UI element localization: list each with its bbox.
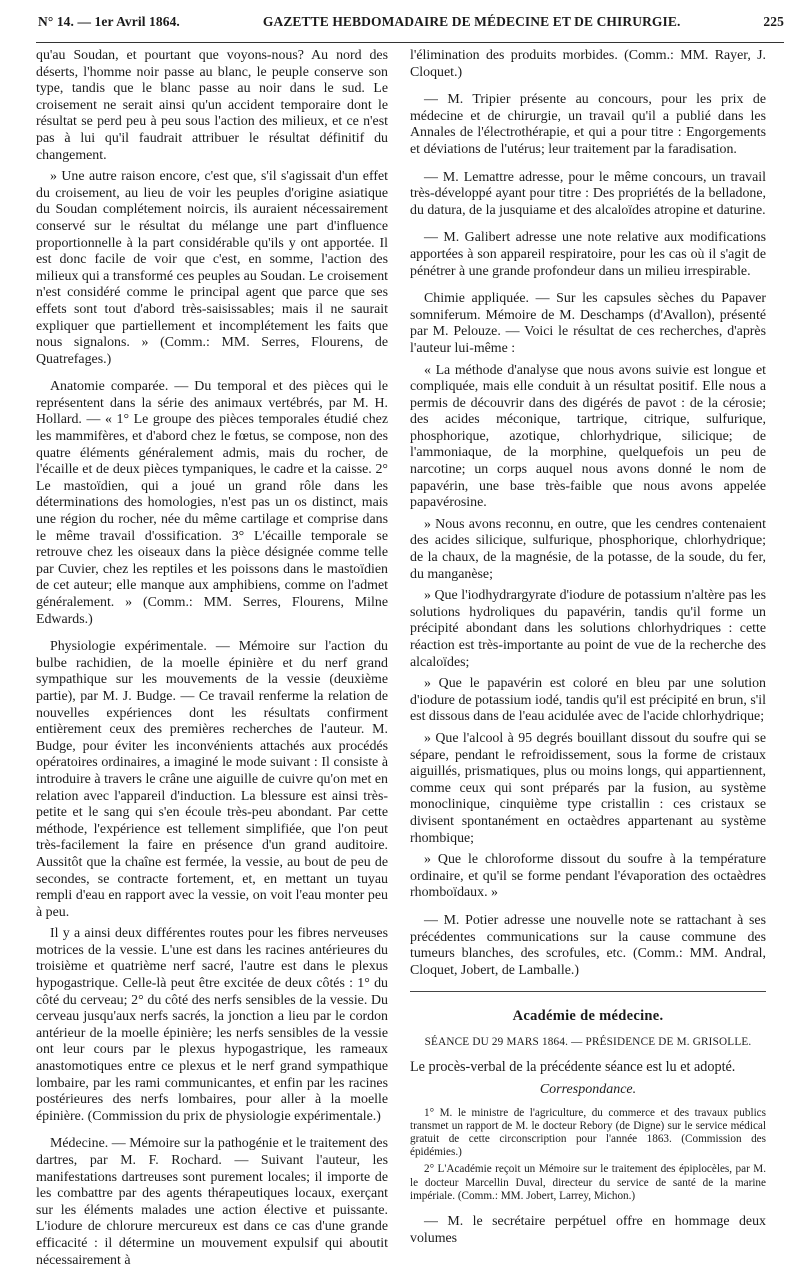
paragraph: — M. Galibert adresse une note relative aux modifications apportées à son appareil respiratoire, pour les cas où il s'agit de pénétrer à une grande profondeur dans un milieu irrespirable. — [410, 230, 766, 279]
paragraph: » Que l'alcool à 95 degrés bouillant dissout du soufre qui se sépare, pendant le refroidissement, sous la forme de cristaux aiguillés, prismatiques, plus ou moins longs, qui appartiennent, comme ceux qui sont préparés par la fusion, au système monoclinique, cinquième type cristallin : ces cristaux se divisent spontanément en octaèdres appartenant au système rhombique; — [410, 730, 766, 846]
page-number: 225 — [763, 14, 784, 29]
paragraph: » Que le papavérin est coloré en bleu par une solution d'iodure de potassium iodé, tandis qu'il est précipité en brun, s'il est dissous dans de l'eau acidulée avec de l'acide chlorhydrique; — [410, 676, 766, 725]
paragraph: — M. le secrétaire perpétuel offre en hommage deux volumes — [410, 1214, 766, 1246]
left-column — [36, 48, 388, 1274]
section-heading: Académie de médecine. — [512, 1008, 664, 1025]
paragraph: — M. Tripier présente au concours, pour les prix de médecine et de chirurgie, un travail qu'il a publié dans les Annales de l'électrothérapie, et qui a pour titre : Engorgements et déviations de l'utérus; leur traitement par la faradisation. — [410, 92, 766, 157]
paragraph: — M. Potier adresse une nouvelle note se rattachant à ses précédentes communications sur la cause commune des tumeurs blanches, des scrofules, etc. (Comm.: MM. Andral, Cloquet, Jobert, de Lamballe.) — [410, 912, 766, 978]
paragraph-chimie: Chimie appliquée. — Sur les capsules sèches du Papaver somniferum. Mémoire de M. Deschamps (d'Avallon), présenté par M. Pelouze. — Voici le résultat de ces recherches, d'après l'auteur lui-même : — [410, 291, 766, 356]
journal-title: GAZETTE HEBDOMADAIRE DE MÉDECINE ET DE CHIRURGIE. — [262, 14, 681, 29]
correspondence-item: 2° L'Académie reçoit un Mémoire sur le traitement des épiplocèles, par M. le docteur Marcellin Duval, directeur du service de santé de la marine impériale. (Comm.: MM. Jobert, Larrey, Michon.) — [410, 1163, 766, 1202]
right-column — [410, 48, 766, 1252]
paragraph: » Que le chloroforme dissout du soufre à la température ordinaire, et qu'il se forme pendant l'évaporation des octaèdres rhomboïdaux. » — [410, 852, 766, 901]
paragraph: qu'au Soudan, et pourtant que voyons-nous? Au nord des déserts, l'homme noir passe au blanc, le peuple conserve son type, tandis que le blanc passe au noir dans le sud. Le croisement ne serait ainsi qu'un accident temporaire dont le résultat se perd peu à peu sous l'action des milieux, et ce n'est pas à lui qu'il faudrait attribuer le résultat définitif du changement. — [36, 48, 388, 163]
paragraph: « La méthode d'analyse que nous avons suivie est longue et compliquée, mais elle conduit à un résultat positif. Elle nous a permis de découvrir dans des digérés de pavot : de la cérosie; des acides méconique, tartrique, citrique, sulfurique, phosphorique, azotique, chlorhydrique, silicique; de l'ammoniaque, de la morphine, quelquefois un peu de narcotine; un corps auquel nous avons donné le nom de papavérin, une base très-faible que nous avons appelée papavérosine. — [410, 362, 766, 511]
paragraph-physiologie: Physiologie expérimentale. — Mémoire sur l'action du bulbe rachidien, de la moelle épinière et du nerf grand sympathique sur les mouvements de la vessie (deuxième partie), par M. J. Budge. — Ce travail renferme la relation de nouvelles expériences dont les résultats confirment entièrement ceux des premières recherches de l'auteur. M. Budge, pour éviter les inconvénients attachés aux procédés opératoires ordinaires, a imaginé le mode suivant : Il consiste à introduire à travers le crâne une aiguille de cuivre qu'on met en relation avec l'appareil d'induction. La blessure est ainsi très-petite et le sang qui s'en écoule très-peu abondant. Par cette méthode, l'expérience est tellement simplifiée, que l'on peut très-facilement la faire en présence d'un grand auditoire. Aussitôt que la chaîne est fermée, la vessie, au bout de peu de secondes, se contracte fortement, et, en mettant un tuyau rempli d'eau en rapport avec la vessie, on voit l'eau monter peu à peu. — [36, 639, 388, 920]
paragraph: » Une autre raison encore, c'est que, s'il s'agissait d'un effet du croisement, au lieu de voir les peuples d'origine asiatique du Soudan complétement noircis, ils auraient nécessairement conservé sur le résultat du mélange une part d'influence proportionnelle à la part considérable qu'ils y ont apportée. Il est donc facile de voir que c'est, en somme, l'action des milieux qui a transformé ces peuples au Soudan. Le croisement n'est considéré comme le principal agent que parce que ses effets sont tout d'abord très-saisissables; mais il ne saurait expliquer que partiellement et incomplétement les faits que nous signalons. » (Comm.: MM. Serres, Flourens, de Quatrefages.) — [36, 169, 388, 367]
paragraph: » Nous avons reconnu, en outre, que les cendres contenaient des acides silicique, sulfurique, phosphorique, chlorhydrique; de la chaux, de la magnésie, de la potasse, de la soude, du fer, du manganèse; — [410, 516, 766, 582]
running-header — [38, 14, 784, 36]
header-rule — [36, 42, 784, 43]
issue-date: N° 14. — 1er Avril 1864. — [38, 14, 180, 29]
session-line: SÉANCE DU 29 MARS 1864. — PRÉSIDENCE DE M. GRISOLLE. — [424, 1035, 752, 1048]
paragraph-anatomie: Anatomie comparée. — Du temporal et des pièces qui le représentent dans la série des animaux vertébrés, par M. H. Hollard. — « 1° Le groupe des pièces temporales étudié chez les mammifères, et d'abord chez le fœtus, se compose, non des quatre éléments généralement admis, mais du rocher, de l'écaille et de deux pièces tympaniques, le cadre et la caisse. 2° Le mastoïdien, qui a joué un grand rôle dans les déterminations des homologies, n'est pas un os distinct, mais une région du rocher, née du même cartilage et comprise dans le même travail d'ossification. 3° L'écaille temporale se retrouve chez les oiseaux dans la pièce désignée comme telle par Cuvier, chez les reptiles et les poissons dans le mastoïdien de cet auteur; elle manque aux amphibiens, comme on l'admet généralement. » (Comm.: MM. Serres, Flourens, Milne Edwards.) — [36, 379, 388, 627]
subheading: Correspondance. — [539, 1082, 637, 1098]
correspondence-item: 1° M. le ministre de l'agriculture, du commerce et des travaux publics transmet un rapport de M. le docteur Rebory (de Digne) sur le service médical gratuit de cette circonscription pour l'année 1863. (Commission des épidémies.) — [410, 1106, 766, 1159]
paragraph: — M. Lemattre adresse, pour le même concours, un travail très-développé ayant pour titre : Des propriétés de la belladone, du datura, de la jusquiame et des alcaloïdes atropine et daturine. — [410, 169, 766, 218]
paragraph: Il y a ainsi deux différentes routes pour les fibres nerveuses motrices de la vessie. L'une est dans les racines antérieures du troisième et quatrième nerf sacré, l'autre est dans le plexus hypogastrique. Celle-là peut être excitée de deux côtés : 1° du côté du cerveau; 2° du côté des nerfs sensibles de la vessie. Du cerveau jusqu'aux nerfs sacrés, la jonction a lieu par le cordon antérieur de la moelle épinière; les nerfs sensibles de la vessie ont leur cours par le plexus hypogastrique, les rameaux anastomotiques entre ce plexus et le nerf grand sympathique lombaire, par les rami communicantes, et enfin par les racines postérieures des nerfs lombaires, pour aller à la moelle épinière. (Commission du prix de physiologie expérimentale.) — [36, 926, 388, 1124]
section-divider — [410, 991, 766, 992]
minutes-line: Le procès-verbal de la précédente séance est lu et adopté. — [410, 1059, 736, 1076]
paragraph-medecine: Médecine. — Mémoire sur la pathogénie et le traitement des dartres, par M. F. Rochard. — Suivant l'auteur, les manifestations dartreuses sont purement locales; il importe de les combattre par des agents thérapeutiques locaux, exerçant sur les éléments malades une action élective et puissante. L'iodure de chlorure mercureux est dans ce cas d'une grande efficacité : il détermine un mouvement expulsif qui aboutit nécessairement à — [36, 1136, 388, 1268]
paragraph: l'élimination des produits morbides. (Comm.: MM. Rayer, J. Cloquet.) — [410, 48, 766, 80]
paragraph: » Que l'iodhydrargyrate d'iodure de potassium n'altère pas les solutions hydroliques du papavérin, tandis qu'il forme un précipité abondant dans les solutions chlorhydriques : cette réaction est très-importante au point de vue de la recherche des alcaloïdes; — [410, 588, 766, 670]
